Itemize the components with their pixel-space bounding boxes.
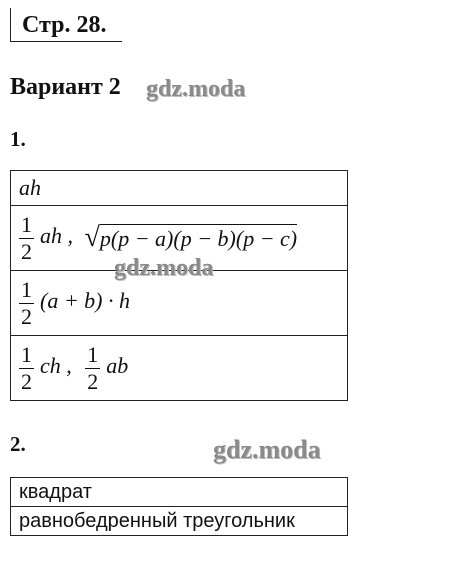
section-2-number: 2. — [10, 432, 26, 456]
fraction-numerator: 1 — [21, 341, 32, 367]
page-label: Стр. 28. — [22, 12, 107, 38]
fraction-denominator: 2 — [21, 238, 32, 264]
radical-sign-icon: √ — [84, 222, 100, 253]
table-row — [11, 507, 348, 536]
formula-text: ah , — [40, 223, 73, 249]
formula — [19, 276, 130, 329]
fraction — [19, 212, 34, 265]
fraction — [19, 342, 34, 395]
answers-table-2 — [10, 477, 348, 536]
fraction-denominator: 2 — [87, 368, 99, 394]
table-cell — [11, 336, 348, 401]
fraction-denominator: 2 — [21, 368, 32, 394]
watermark: gdz.moda — [114, 255, 214, 281]
table-row — [11, 336, 348, 401]
fraction-numerator: 1 — [87, 341, 99, 367]
fraction — [85, 342, 100, 395]
square-root — [85, 222, 298, 254]
formula-text: ch , — [40, 353, 72, 379]
fraction-numerator: 1 — [21, 276, 32, 302]
formula — [19, 211, 298, 264]
table-row — [11, 478, 348, 507]
fraction-numerator: 1 — [21, 211, 32, 237]
fraction — [19, 277, 34, 330]
formula — [19, 341, 129, 394]
answers-table-1 — [10, 170, 348, 401]
radicand: p(p − a)(p − b)(p − c) — [99, 226, 298, 251]
table-row — [11, 171, 348, 206]
watermark: gdz.moda — [213, 435, 321, 464]
table-cell — [11, 171, 348, 206]
fraction-denominator: 2 — [21, 303, 32, 329]
section-1-number: 1. — [10, 127, 26, 151]
table-cell: квадрат — [11, 478, 348, 507]
watermark: gdz.moda — [146, 76, 246, 102]
formula-text: (a + b) · h — [40, 288, 130, 314]
table-cell: равнобедренный треугольник — [11, 507, 348, 536]
formula: ah — [19, 175, 41, 200]
formula-text: ab — [106, 353, 129, 379]
variant-title: Вариант 2 — [10, 74, 121, 100]
